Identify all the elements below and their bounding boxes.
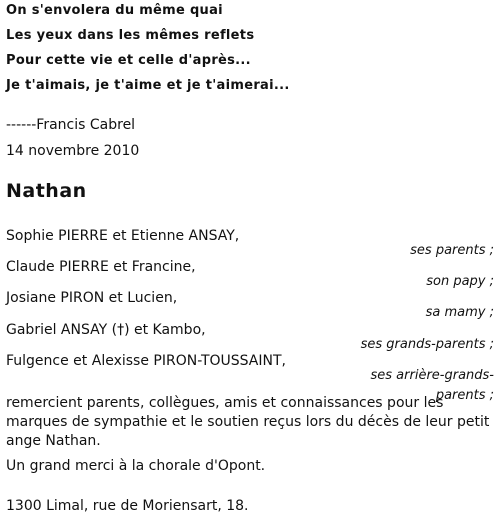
poem-line-4: Je t'aimais, je t'aime et je t'aimerai... xyxy=(6,78,290,93)
family-relation-2: son papy ; xyxy=(426,274,494,289)
deceased-name: Nathan xyxy=(6,180,87,202)
family-names-4: Gabriel ANSAY (†) et Kambo, xyxy=(6,322,206,338)
family-relation-3: sa mamy ; xyxy=(425,305,494,320)
family-relation-4: ses grands-parents ; xyxy=(360,337,494,352)
family-names-5: Fulgence et Alexisse PIRON-TOUSSAINT, xyxy=(6,353,286,369)
thanks-paragraph: remercient parents, collègues, amis et connaissances pour les marques de sympathie et le soutien reçus lors du décès de leur petit ange Nathan. xyxy=(6,395,490,449)
family-names-2: Claude PIERRE et Francine, xyxy=(6,259,196,275)
family-relation-1: ses parents ; xyxy=(410,243,494,258)
poem-line-1: On s'envolera du même quai xyxy=(6,3,223,18)
family-relation-5: ses arrière-grands-parents ; xyxy=(370,368,494,403)
choir-thanks: Un grand merci à la chorale d'Opont. xyxy=(6,458,266,474)
notice-date: 14 novembre 2010 xyxy=(6,143,140,159)
family-address: 1300 Limal, rue de Moriensart, 18. xyxy=(6,498,249,514)
poem-author: ------Francis Cabrel xyxy=(6,117,136,133)
poem-line-2: Les yeux dans les mêmes reflets xyxy=(6,28,255,43)
family-names-1: Sophie PIERRE et Etienne ANSAY, xyxy=(6,228,240,244)
poem-line-3: Pour cette vie et celle d'après... xyxy=(6,53,251,68)
family-names-3: Josiane PIRON et Lucien, xyxy=(6,290,178,306)
